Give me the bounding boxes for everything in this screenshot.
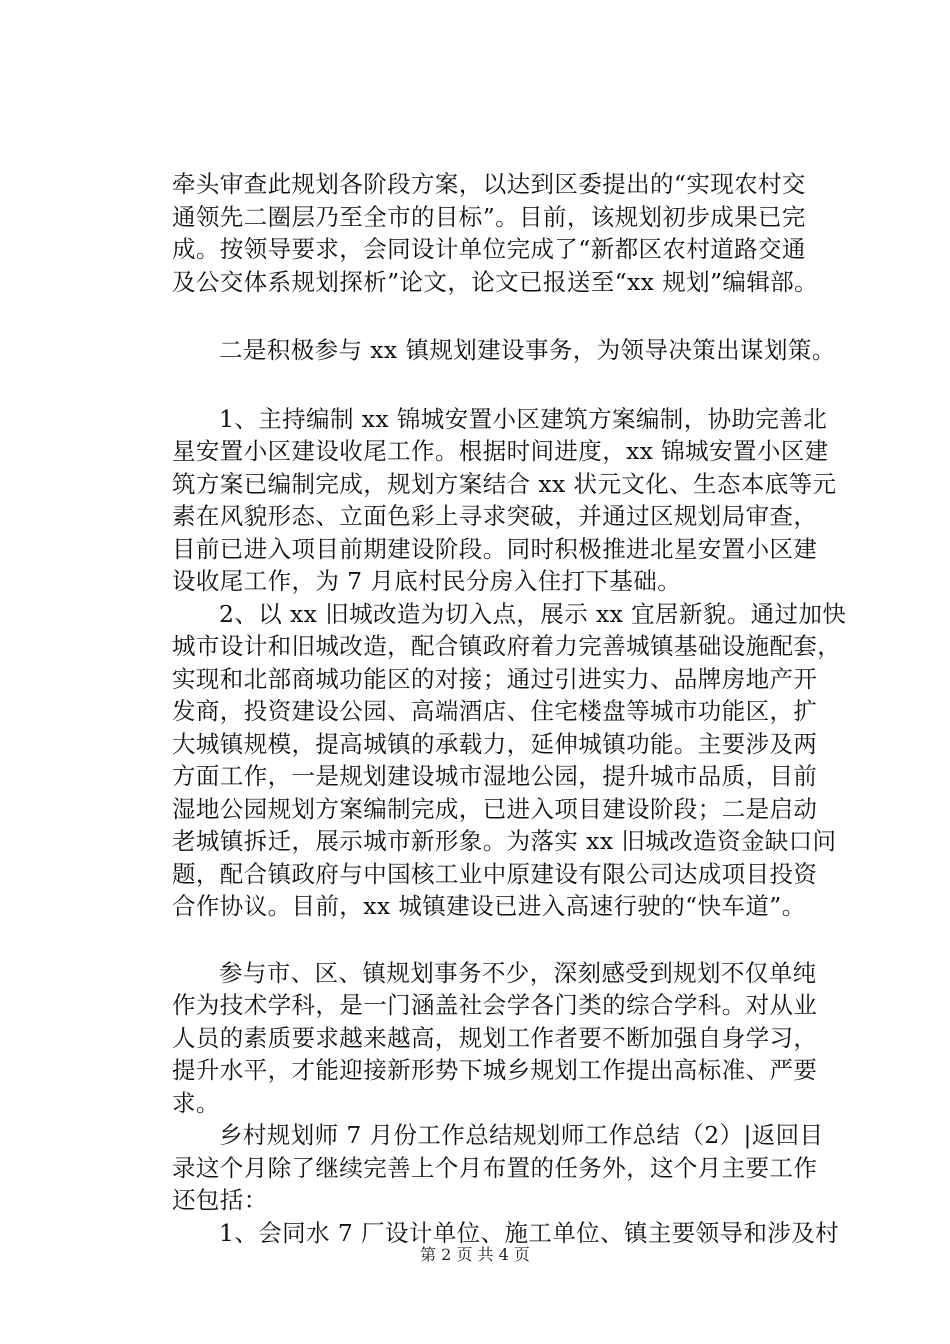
text-line: 2、以 xx 旧城改造为切入点，展示 xx 宜居新貌。通过加快 xyxy=(219,599,847,628)
text-line: 1、会同水 7 厂设计单位、施工单位、镇主要领导和涉及村 xyxy=(219,1218,840,1247)
text-line: 设收尾工作，为 7 月底村民分房入住打下基础。 xyxy=(172,567,682,595)
text-line: 目前已进入项目前期建设阶段。同时积极推进北星安置小区建 xyxy=(172,534,818,563)
text-line: 录这个月除了继续完善上个月布置的任务外，这个月主要工作 xyxy=(172,1153,818,1182)
section-heading: 二是积极参与 xx 镇规划建设事务，为领导决策出谋划策。 xyxy=(219,336,836,364)
text-line: 老城镇拆迁，展示城市新形象。为落实 xx 旧城改造资金缺口问 xyxy=(172,827,837,855)
text-line: 通领先二圈层乃至全市的目标”。目前，该规划初步成果已完 xyxy=(172,202,806,231)
text-line: 1、主持编制 xx 锦城安置小区建筑方案编制，协助完善北 xyxy=(219,404,828,433)
document-body xyxy=(172,168,862,1249)
text-line: 人员的素质要求越来越高，规划工作者要不断加强自身学习， xyxy=(172,1023,818,1052)
page-number-footer: 第 2 页 共 4 页 xyxy=(420,1245,530,1264)
text-line: 及公交体系规划探析”论文，论文已报送至“xx 规划”编辑部。 xyxy=(172,267,819,296)
text-line: 牵头审查此规划各阶段方案，以达到区委提出的“实现农村交 xyxy=(172,170,806,198)
text-line: 求。 xyxy=(172,1088,220,1117)
text-line: 合作协议。目前，xx 城镇建设已进入高速行驶的“快车道”。 xyxy=(172,892,806,920)
text-line: 还包括： xyxy=(172,1186,268,1214)
text-line: 乡村规划师 7 月份工作总结规划师工作总结（2）|返回目 xyxy=(219,1121,824,1149)
text-line: 湿地公园规划方案编制完成，已进入项目建设阶段；二是启动 xyxy=(172,794,818,823)
text-line: 实现和北部商城功能区的对接；通过引进实力、品牌房地产开 xyxy=(172,664,818,693)
text-line: 提升水平，才能迎接新形势下城乡规划工作提出高标准、严要 xyxy=(172,1056,818,1084)
text-line: 作为技术学科，是一门涵盖社会学各门类的综合学科。对从业 xyxy=(172,991,818,1019)
text-line: 素在风貌形态、立面色彩上寻求突破，并通过区规划局审查， xyxy=(172,502,818,530)
text-line: 星安置小区建设收尾工作。根据时间进度，xx 锦城安置小区建 xyxy=(172,437,829,465)
text-line: 筑方案已编制完成，规划方案结合 xx 状元文化、生态本底等元 xyxy=(172,469,837,498)
text-line: 大城镇规模，提高城镇的承载力，延伸城镇功能。主要涉及两 xyxy=(172,729,818,758)
text-line: 参与市、区、镇规划事务不少，深刻感受到规划不仅单纯 xyxy=(219,958,817,987)
text-line: 方面工作，一是规划建设城市湿地公园，提升城市品质，目前 xyxy=(172,762,818,790)
text-line: 成。按领导要求，会同设计单位完成了“新都区农村道路交通 xyxy=(172,235,806,263)
text-line: 题，配合镇政府与中国核工业中原建设有限公司达成项目投资 xyxy=(172,859,818,888)
text-line: 发商，投资建设公园、高端酒店、住宅楼盘等城市功能区，扩 xyxy=(172,697,818,725)
text-line: 城市设计和旧城改造，配合镇政府着力完善城镇基础设施配套， xyxy=(172,632,842,660)
